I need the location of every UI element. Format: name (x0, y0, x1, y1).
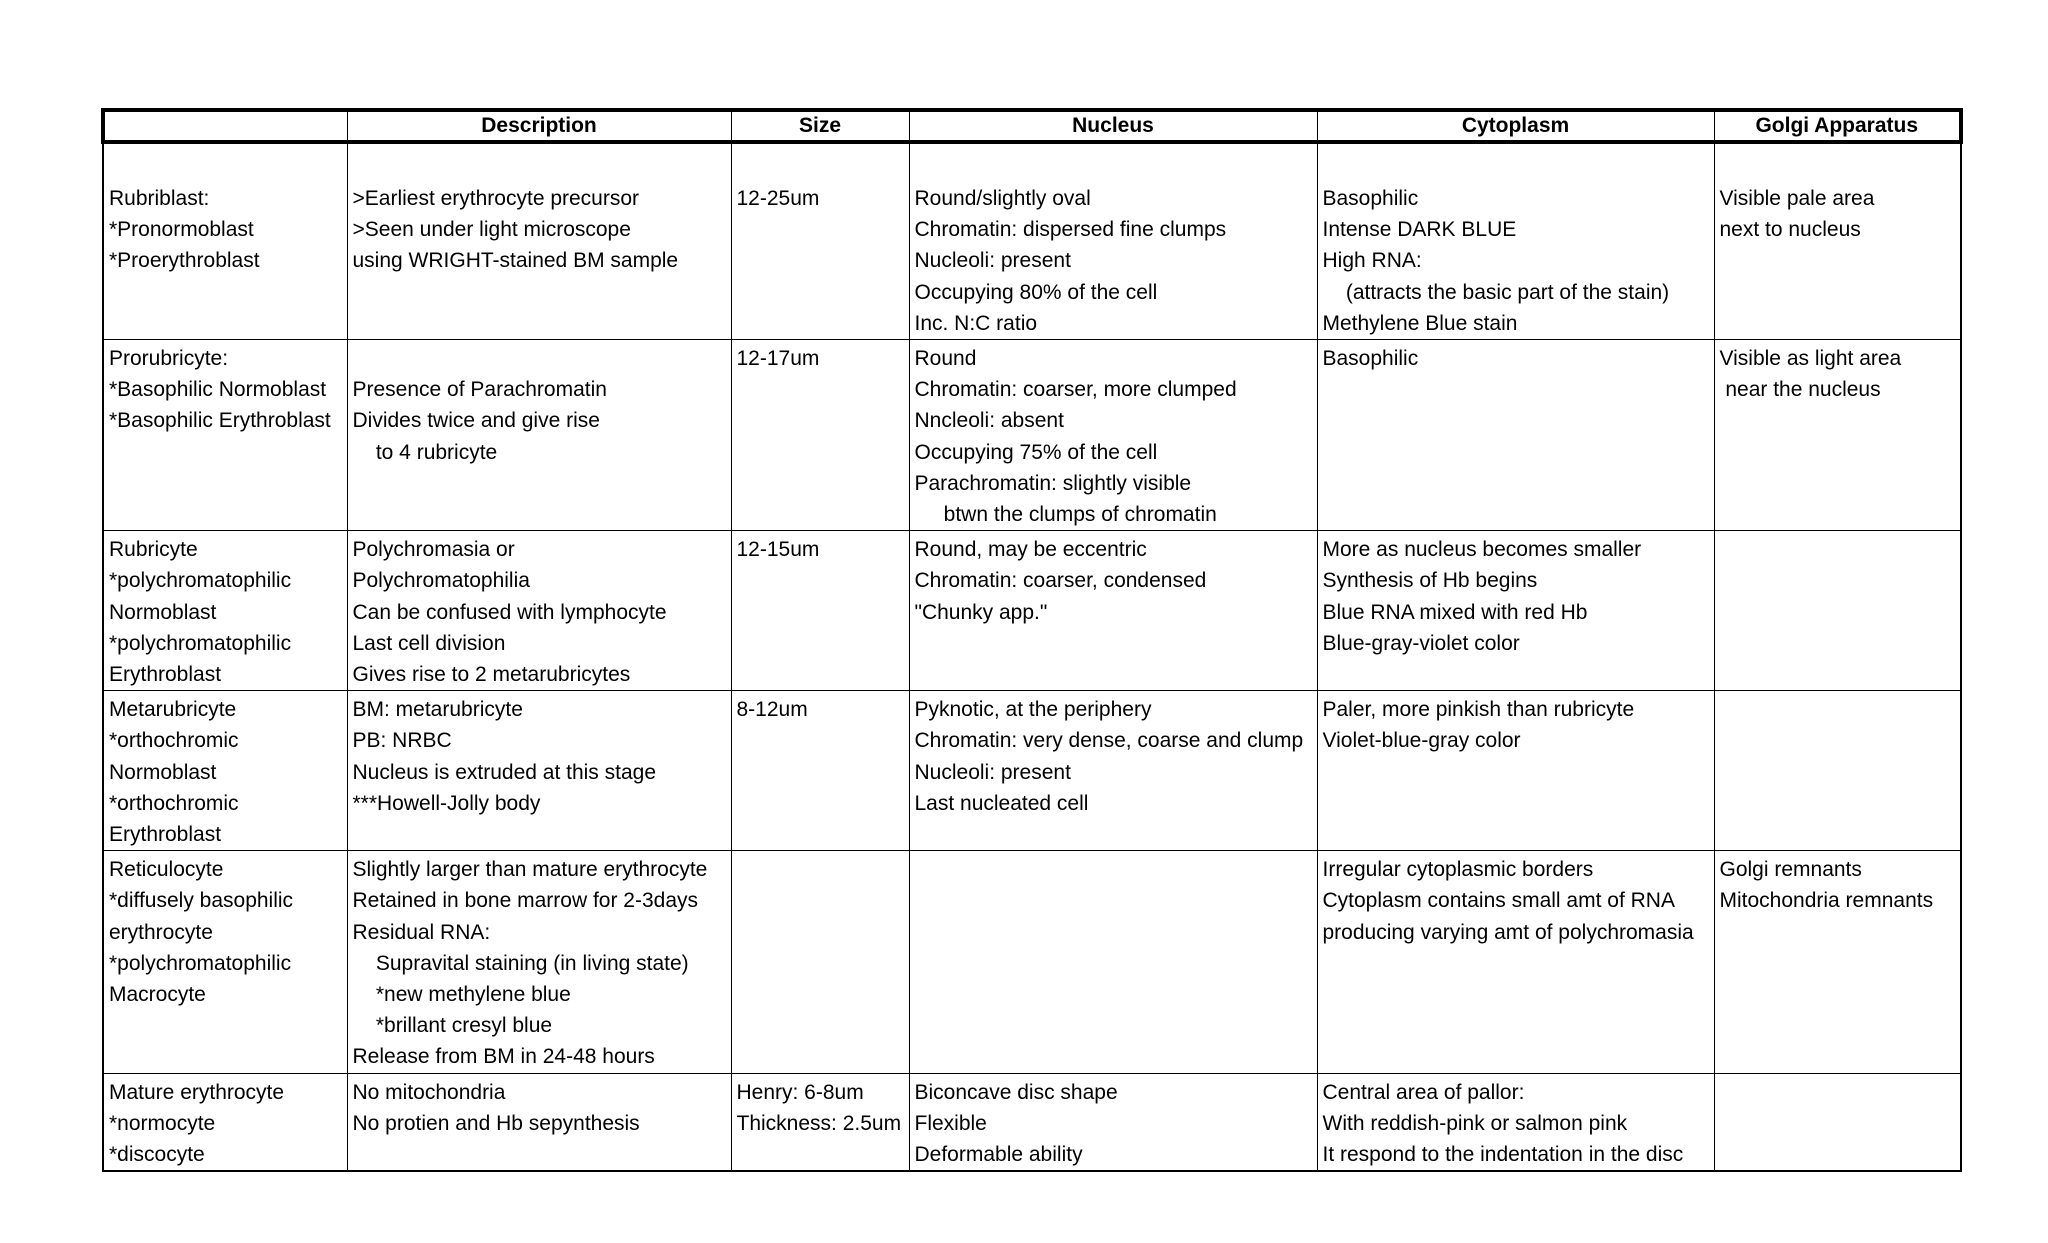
nucleus-cell (909, 142, 1317, 340)
cytoplasm-cell (1317, 531, 1714, 691)
stage-text: Reticulocyte *diffusely basophilic erythrocyte *polychromatophilic Macrocyte (109, 858, 294, 1007)
description-text: Polychromasia or Polychromatophilia Can be confused with lymphocyte Last cell division Gives rise to 2 metarubricytes (352, 538, 667, 687)
description-cell (347, 851, 731, 1073)
table-row (103, 1073, 1961, 1171)
description-cell (347, 531, 731, 691)
size-text: 12-25um (736, 187, 820, 210)
description-text: Presence of Parachromatin Divides twice and give rise to 4 rubricyte (352, 378, 607, 464)
golgi-text: Golgi remnants Mitochondria remnants (1719, 858, 1934, 913)
nucleus-cell (909, 1073, 1317, 1171)
header-nucleus: Nucleus (909, 110, 1317, 142)
table-row (103, 851, 1961, 1073)
table-row (103, 340, 1961, 531)
size-cell (731, 851, 909, 1073)
header-row (103, 110, 1961, 142)
golgi-cell (1714, 851, 1961, 1073)
stage-cell (103, 1073, 347, 1171)
size-cell (731, 531, 909, 691)
table-row (103, 142, 1961, 340)
header-cytoplasm: Cytoplasm (1317, 110, 1714, 142)
size-cell (731, 1073, 909, 1171)
stage-cell (103, 142, 347, 340)
cytoplasm-text: Paler, more pinkish than rubricyte Violet-blue-gray color (1322, 698, 1635, 753)
description-text: BM: metarubricyte PB: NRBC Nucleus is extruded at this stage ***Howell-Jolly body (352, 698, 656, 815)
nucleus-text: Biconcave disc shape Flexible Deformable ability (914, 1080, 1118, 1167)
cytoplasm-text: Basophilic (1322, 347, 1419, 371)
golgi-text: Visible pale area next to nucleus (1719, 187, 1875, 242)
nucleus-cell (909, 340, 1317, 531)
stage-cell (103, 340, 347, 531)
header-description: Description (347, 110, 731, 142)
stage-text: Rubricyte *polychromatophilic Normoblast *polychromatophilic Erythroblast (109, 538, 292, 687)
cytoplasm-cell (1317, 851, 1714, 1073)
size-text: 8-12um (736, 698, 808, 722)
cytoplasm-cell (1317, 340, 1714, 531)
nucleus-text: Round Chromatin: coarser, more clumped Nncleoli: absent Occupying 75% of the cell Parachromatin: slightly visible btwn the clumps of chromatin (914, 347, 1237, 527)
cytoplasm-cell (1317, 142, 1714, 340)
stage-cell (103, 531, 347, 691)
size-text: Henry: 6-8um Thickness: 2.5um (736, 1080, 902, 1135)
stage-cell (103, 691, 347, 851)
golgi-text: Visible as light area near the nucleus (1719, 347, 1902, 402)
header-golgi-apparatus: Golgi Apparatus (1714, 110, 1961, 142)
size-text: 12-15um (736, 538, 820, 562)
nucleus-cell (909, 531, 1317, 691)
cytoplasm-cell (1317, 1073, 1714, 1171)
size-cell (731, 340, 909, 531)
golgi-cell (1714, 691, 1961, 851)
size-cell (731, 142, 909, 340)
nucleus-text: Round/slightly oval Chromatin: dispersed fine clumps Nucleoli: present Occupying 80% of the cell Inc. N:C ratio (914, 187, 1227, 335)
cytoplasm-text: Central area of pallor: With reddish-pink or salmon pink It respond to the indentation in the disc (1322, 1080, 1684, 1167)
cytoplasm-text: More as nucleus becomes smaller Synthesis of Hb begins Blue RNA mixed with red Hb Blue-gray-violet color (1322, 538, 1642, 655)
golgi-cell (1714, 531, 1961, 691)
cytoplasm-text: Irregular cytoplasmic borders Cytoplasm contains small amt of RNA producing varying amt of polychromasia (1322, 858, 1694, 944)
nucleus-cell (909, 691, 1317, 851)
description-cell (347, 1073, 731, 1171)
cytoplasm-text: Basophilic Intense DARK BLUE High RNA: (attracts the basic part of the stain) Methylene Blue stain (1322, 187, 1670, 335)
description-text: >Earliest erythrocyte precursor >Seen under light microscope using WRIGHT-stained BM sample (352, 187, 679, 273)
nucleus-text: Pyknotic, at the periphery Chromatin: very dense, coarse and clump Nucleoli: present Last nucleated cell (914, 698, 1304, 815)
description-cell (347, 340, 731, 531)
golgi-cell (1714, 1073, 1961, 1171)
table-row (103, 691, 1961, 851)
erythrocyte-maturation-table (101, 108, 1963, 1172)
stage-text: Metarubricyte *orthochromic Normoblast *orthochromic Erythroblast (109, 698, 239, 847)
table-row (103, 531, 1961, 691)
stage-text: Prorubricyte: *Basophilic Normoblast *Basophilic Erythroblast (109, 347, 331, 433)
golgi-cell (1714, 340, 1961, 531)
cytoplasm-cell (1317, 691, 1714, 851)
description-text: Slightly larger than mature erythrocyte Retained in bone marrow for 2-3days Residual RNA: Supravital staining (in living state) *new methylene blue *brillant cresyl blue Release from BM in 24-48 hours (352, 858, 708, 1069)
description-cell (347, 691, 731, 851)
description-text: No mitochondria No protien and Hb sepynthesis (352, 1080, 640, 1135)
nucleus-cell (909, 851, 1317, 1073)
size-cell (731, 691, 909, 851)
stage-text: Rubriblast: *Pronormoblast *Proerythroblast (109, 187, 260, 273)
size-text: 12-17um (736, 347, 820, 371)
stage-cell (103, 851, 347, 1073)
golgi-cell (1714, 142, 1961, 340)
header-stage (103, 110, 347, 142)
header-size: Size (731, 110, 909, 142)
description-cell (347, 142, 731, 340)
nucleus-text: Round, may be eccentric Chromatin: coarser, condensed "Chunky app." (914, 538, 1207, 624)
stage-text: Mature erythrocyte *normocyte *discocyte (109, 1080, 285, 1167)
